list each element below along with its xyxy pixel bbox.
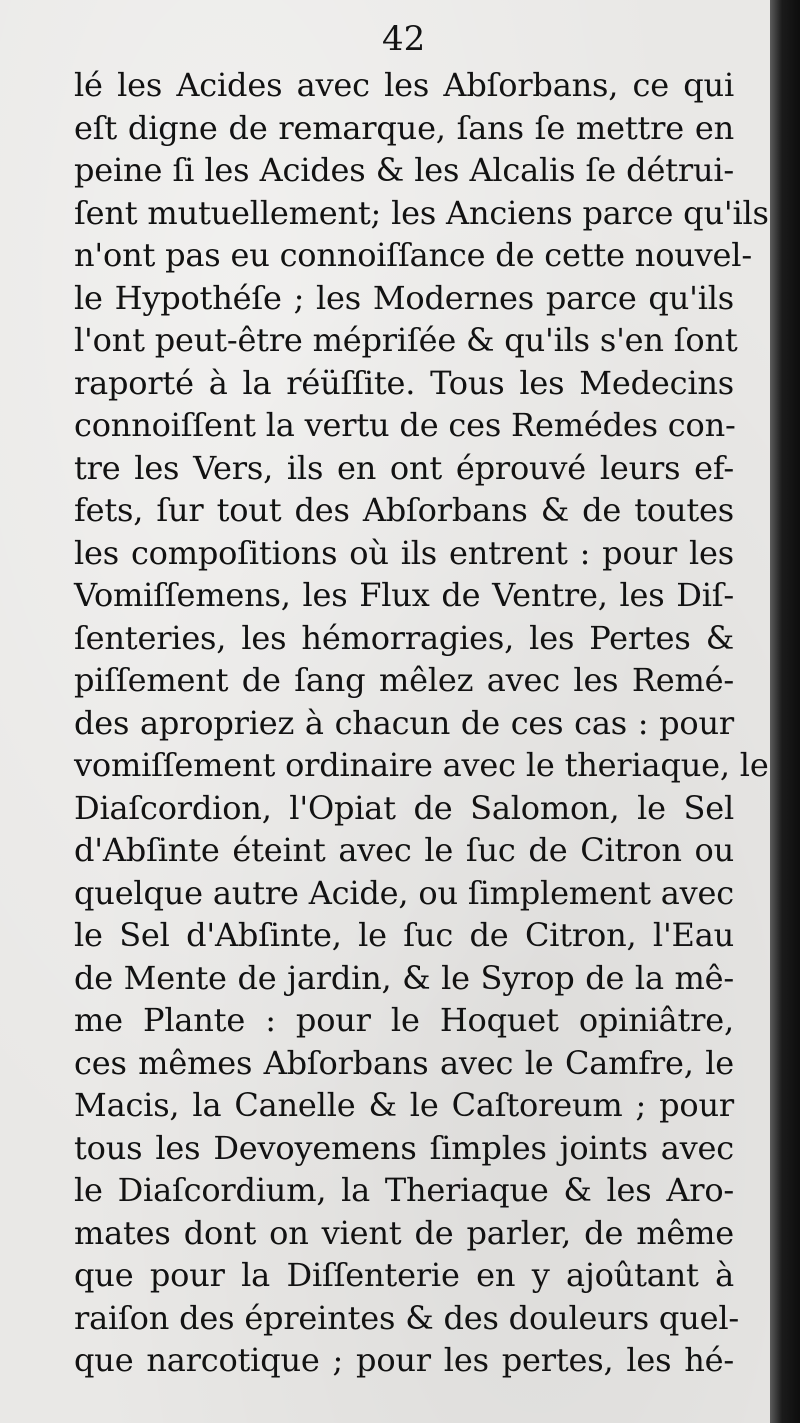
text-line: raiſon des épreintes & des douleurs quel-	[74, 1298, 739, 1337]
text-line: les compoſitions où ils entrent : pour les	[74, 533, 734, 572]
text-line: Vomiſſemens, les Flux de Ventre, les Diſ-	[74, 576, 734, 614]
text-line: que narcotique ; pour les pertes, les hé-	[74, 1341, 734, 1379]
text-line: lé les Acides avec les Abſorbans, ce qui	[74, 66, 734, 104]
text-line: l'ont peut-être mépriſée & qu'ils s'en ſont	[74, 321, 738, 359]
text-line: que pour la Diſſenterie en y ajoûtant à	[74, 1256, 734, 1294]
body-text	[74, 64, 769, 1382]
book-binding-shadow	[770, 0, 800, 1423]
text-line: n'ont pas eu connoiſſance de cette nouvel-	[74, 236, 752, 274]
text-line: eſt digne de remarque, ſans ſe mettre en	[74, 108, 734, 147]
text-line: tre les Vers, ils en ont éprouvé leurs ef-	[74, 448, 734, 487]
text-line: le Sel d'Abſinte, le ſuc de Citron, l'Eau	[74, 916, 734, 954]
text-line: ſent mutuellement; les Anciens parce qu'ils	[74, 193, 769, 232]
text-line: connoiſſent la vertu de ces Remédes con-	[74, 406, 736, 444]
text-line: le Diaſcordium, la Theriaque & les Aro-	[74, 1171, 734, 1209]
text-line: peine ſi les Acides & les Alcalis ſe détrui-	[74, 151, 734, 189]
text-line: des apropriez à chacun de ces cas : pour	[74, 703, 734, 742]
text-line: tous les Devoyemens ſimples joints avec	[74, 1128, 734, 1167]
text-line: vomiſſement ordinaire avec le theriaque, le	[74, 746, 769, 784]
text-line: fets, ſur tout des Abſorbans & de toutes	[74, 491, 734, 529]
text-line: ces mêmes Abſorbans avec le Camfre, le	[74, 1043, 734, 1082]
text-line: me Plante : pour le Hoquet opiniâtre,	[74, 1001, 734, 1039]
text-line: raporté à la réüſſite. Tous les Medecins	[74, 363, 734, 402]
text-line: ſenteries, les hémorragies, les Pertes &	[74, 618, 734, 657]
text-line: quelque autre Acide, ou ſimplement avec	[74, 873, 734, 912]
text-line: de Mente de jardin, & le Syrop de la mê-	[74, 958, 734, 997]
text-line: mates dont on vient de parler, de même	[74, 1213, 734, 1252]
text-line: piſſement de ſang mêlez avec les Remé-	[74, 661, 734, 699]
page-number: 42	[382, 19, 426, 59]
text-line: Diaſcordion, l'Opiat de Salomon, le Sel	[74, 788, 734, 827]
text-line: le Hypothéſe ; les Modernes parce qu'ils	[74, 278, 734, 317]
text-line: d'Abſinte éteint avec le ſuc de Citron ou	[74, 831, 734, 869]
text-line: Macis, la Canelle & le Caſtoreum ; pour	[74, 1086, 734, 1124]
